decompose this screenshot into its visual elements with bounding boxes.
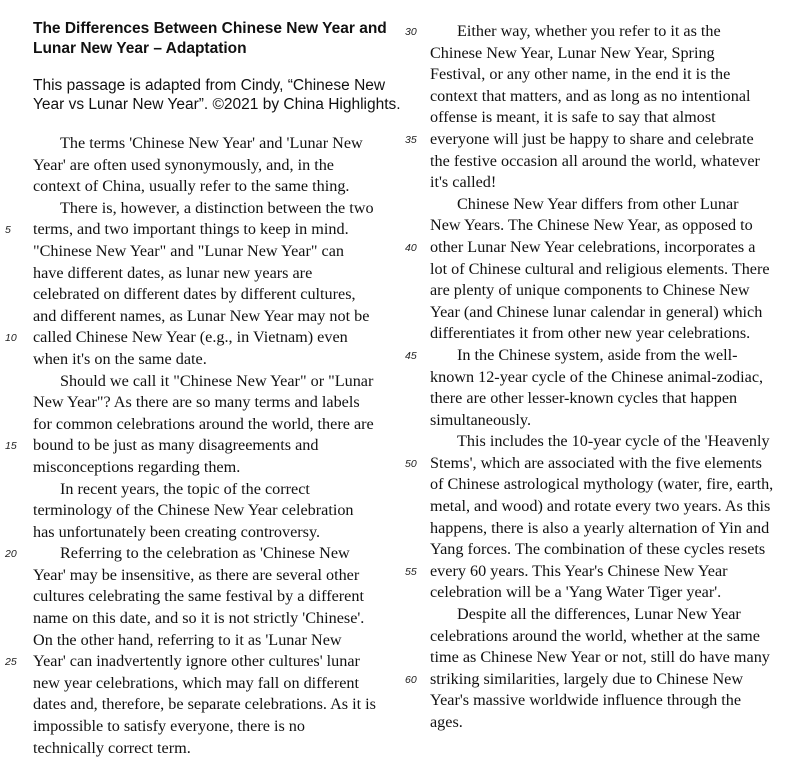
line-text: for common celebrations around the world, there are bbox=[33, 414, 374, 433]
line-text: metal, and wood) and rotate every two years. As this bbox=[430, 497, 771, 516]
line-text: On the other hand, referring to it as 'Lunar New bbox=[33, 630, 342, 649]
line-text: it's called! bbox=[430, 173, 497, 192]
line-text: when it's on the same date. bbox=[33, 349, 207, 368]
line-text: bound to be just as many disagreements and bbox=[33, 436, 319, 455]
line-number: 5 bbox=[5, 224, 11, 237]
line-text: impossible to satisfy everyone, there is no bbox=[33, 717, 305, 736]
line-text: "Chinese New Year" and "Lunar New Year" can bbox=[33, 241, 344, 260]
line-text: every 60 years. This Year's Chinese New Year bbox=[430, 561, 728, 580]
line-text: Should we call it "Chinese New Year" or "Lunar bbox=[60, 371, 374, 390]
line-text: striking similarities, largely due to Chinese New bbox=[430, 669, 744, 688]
line-text: simultaneously. bbox=[430, 410, 532, 429]
line-text: Year' can inadvertently ignore other cultures' lunar bbox=[33, 652, 360, 671]
line-text: Stems', which are associated with the five elements bbox=[430, 453, 762, 472]
line-text: The terms 'Chinese New Year' and 'Lunar New bbox=[60, 134, 363, 152]
line-text: differentiates it from other new year celebrations. bbox=[430, 324, 751, 343]
line-text: Chinese New Year differs from other Lunar bbox=[457, 194, 739, 213]
line-text: have different dates, as lunar new years are bbox=[33, 263, 313, 282]
line-text: context that matters, and as long as no intentional bbox=[430, 86, 751, 105]
line-text: This includes the 10-year cycle of the 'Heavenly bbox=[457, 432, 770, 451]
line-text: New Year"? As there are so many terms and labels bbox=[33, 393, 360, 412]
line-number: 55 bbox=[405, 565, 417, 578]
line-text: and different names, as Lunar New Year may not be bbox=[33, 306, 370, 325]
line-text: of Chinese astrological mythology (water, fire, earth, bbox=[430, 475, 774, 494]
line-text: Festival, or any other name, in the end it is the bbox=[430, 65, 731, 84]
line-text: Referring to the celebration as 'Chinese New bbox=[60, 544, 350, 563]
line-text: In the Chinese system, aside from the well- bbox=[457, 345, 738, 364]
line-text: name on this date, and so it is not strictly 'Chinese'. bbox=[33, 609, 365, 628]
line-text: time as Chinese New Year or not, still do have many bbox=[430, 648, 770, 667]
line-text: ages. bbox=[430, 713, 463, 731]
line-text: other Lunar New Year celebrations, incorporates a bbox=[430, 237, 756, 256]
line-text: are plenty of unique components to Chinese New bbox=[430, 281, 750, 300]
line-text: there are other lesser-known cycles that happen bbox=[430, 389, 738, 408]
line-number: 30 bbox=[405, 26, 417, 38]
line-text: technically correct term. bbox=[33, 738, 191, 757]
line-text: dates and, therefore, be separate celebrations. As it is bbox=[33, 695, 376, 714]
line-text: Year' may be insensitive, as there are several other bbox=[33, 565, 360, 584]
line-text: cultures celebrating the same festival by a different bbox=[33, 587, 364, 606]
line-text: happens, there is also a yearly alternation of Yin and bbox=[430, 518, 770, 537]
line-text: lot of Chinese cultural and religious elements. There bbox=[430, 259, 770, 278]
line-text: New Years. The Chinese New Year, as opposed to bbox=[430, 216, 753, 235]
line-text: misconceptions regarding them. bbox=[33, 457, 241, 476]
line-text: Year' are often used synonymously, and, in the bbox=[33, 155, 334, 174]
line-number: 45 bbox=[405, 349, 417, 362]
line-text: celebration will be a 'Yang Water Tiger year'. bbox=[430, 583, 722, 602]
line-number: 20 bbox=[5, 548, 17, 561]
line-number: 50 bbox=[405, 457, 417, 470]
line-text: Chinese New Year, Lunar New Year, Spring bbox=[430, 43, 715, 62]
line-text: has unfortunately been creating controversy. bbox=[33, 522, 321, 541]
line-text: There is, however, a distinction between the two bbox=[60, 198, 374, 217]
line-text: terms, and two important things to keep in mind. bbox=[33, 220, 349, 239]
line-text: the festive occasion all around the world, whatever bbox=[430, 151, 760, 170]
line-text: Despite all the differences, Lunar New Year bbox=[457, 605, 741, 624]
line-number: 35 bbox=[405, 133, 417, 146]
line-text: In recent years, the topic of the correct bbox=[60, 479, 310, 498]
passage-title: The Differences Between Chinese New Year and Lunar New Year – Adaptation bbox=[33, 20, 387, 57]
line-text: everyone will just be happy to share and celebrate bbox=[430, 129, 754, 148]
line-text: Year (and Chinese lunar calendar in general) which bbox=[430, 302, 763, 321]
line-number: 15 bbox=[5, 440, 17, 453]
line-text: known 12-year cycle of the Chinese animal-zodiac, bbox=[430, 367, 764, 386]
line-text: celebrations around the world, whether at the same bbox=[430, 626, 760, 645]
line-number: 25 bbox=[5, 656, 17, 669]
line-text: Yang forces. The combination of these cycles resets bbox=[430, 540, 766, 559]
source-citation: This passage is adapted from Cindy, “Chinese New Year vs Lunar New Year”. ©2021 by China Highlights. bbox=[33, 77, 401, 113]
line-number: 10 bbox=[5, 332, 17, 345]
line-text: called Chinese New Year (e.g., in Vietnam) even bbox=[33, 328, 348, 347]
line-number: 40 bbox=[405, 241, 417, 254]
line-text: terminology of the Chinese New Year celebration bbox=[33, 501, 354, 520]
line-number: 60 bbox=[405, 673, 417, 686]
line-text: celebrated on different dates by different cultures, bbox=[33, 285, 356, 304]
line-text: Year's massive worldwide influence through the bbox=[430, 691, 742, 710]
line-text: new year celebrations, which may fall on different bbox=[33, 673, 360, 692]
line-text: context of China, usually refer to the same thing. bbox=[33, 177, 350, 196]
line-text: Either way, whether you refer to it as the bbox=[457, 22, 721, 40]
line-text: offense is meant, it is safe to say that almost bbox=[430, 108, 716, 127]
